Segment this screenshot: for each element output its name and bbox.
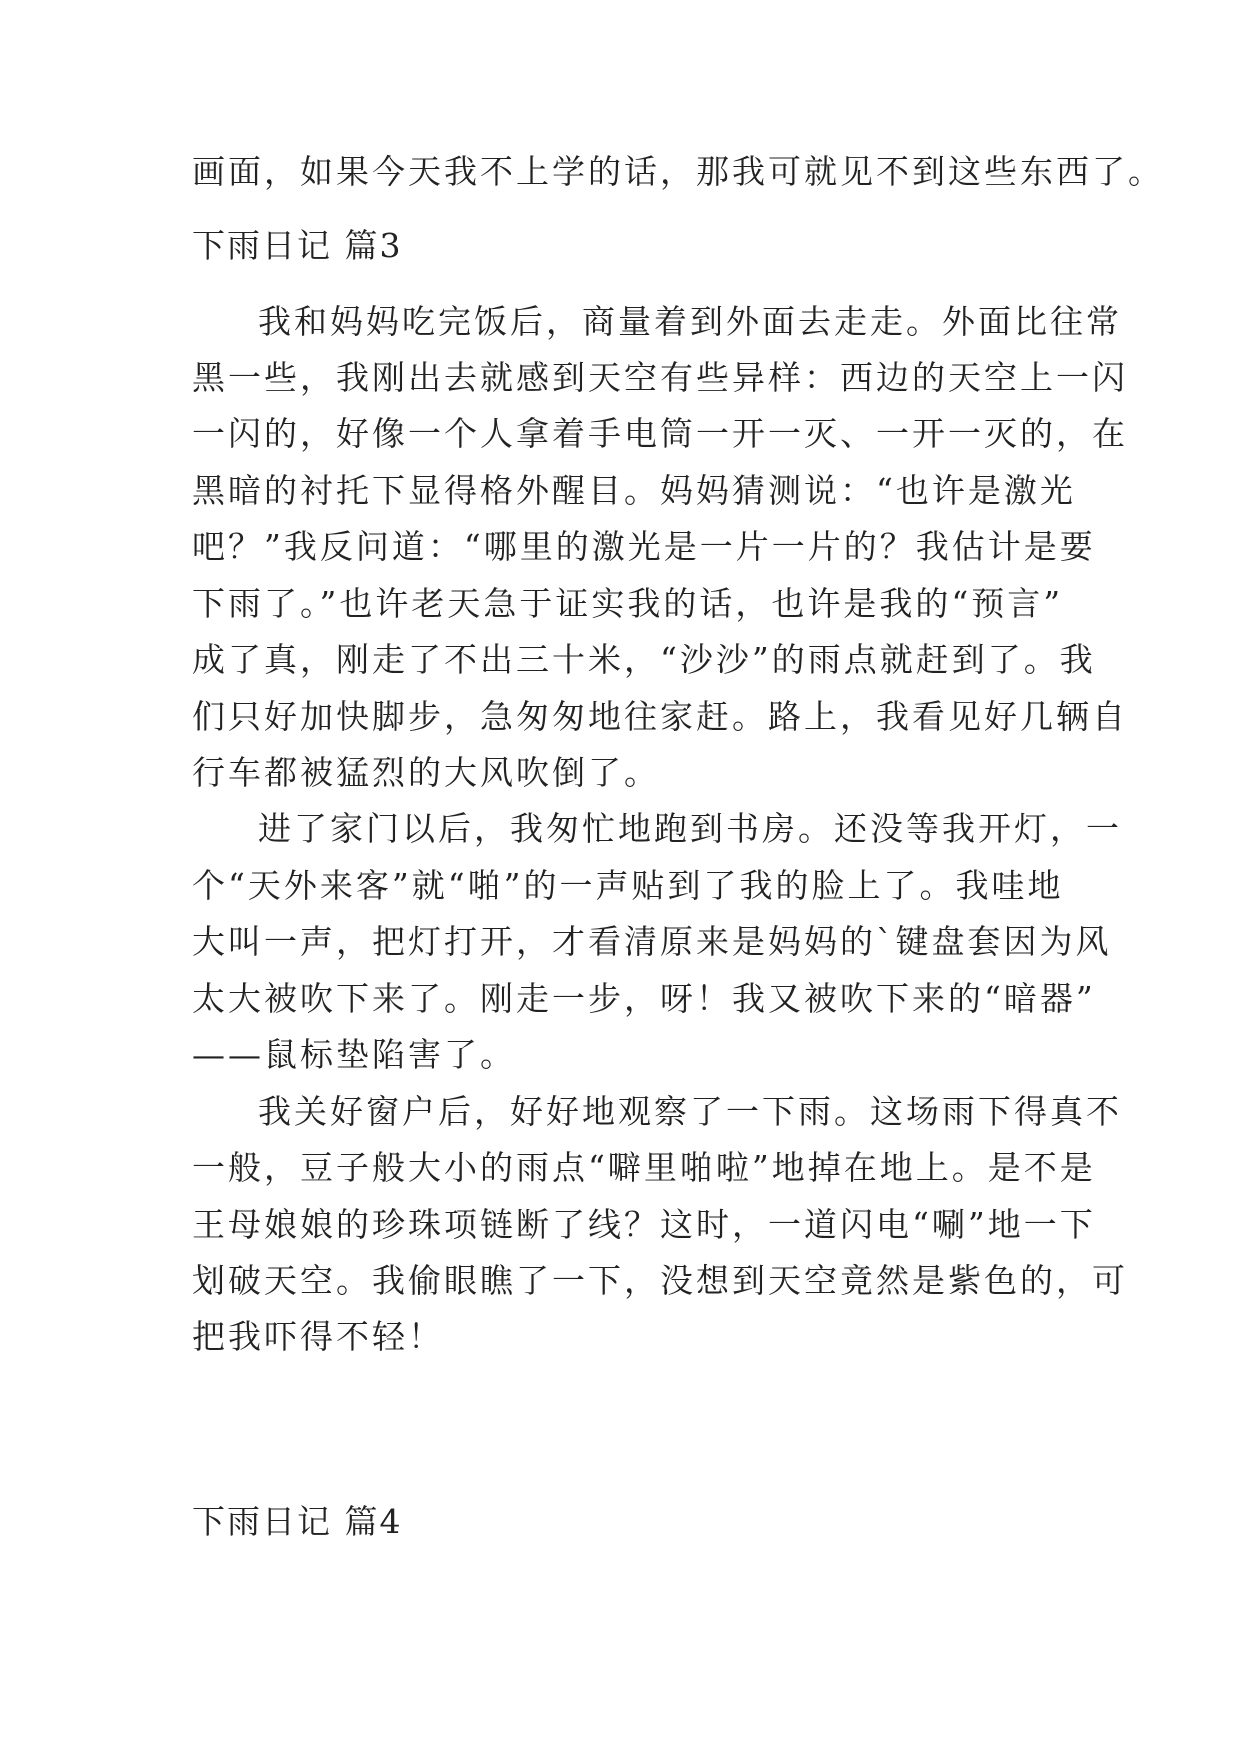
paragraph-3-line-5: 把我吓得不轻！ — [192, 1317, 444, 1356]
paragraph-3-line-2: 一般，豆子般大小的雨点“噼里啪啦”地掉在地上。是不是 — [192, 1148, 1096, 1187]
paragraph-1-line-8: 们只好加快脚步，急匆匆地往家赶。路上，我看见好几辆自 — [192, 697, 1128, 736]
paragraph-1-line-6: 下雨了。”也许老天急于证实我的话，也许是我的“预言” — [192, 584, 1064, 623]
paragraph-1-line-7: 成了真，刚走了不出三十米，“沙沙”的雨点就赶到了。我 — [192, 640, 1096, 679]
paragraph-2-line-5: ——鼠标垫陷害了。 — [192, 1035, 516, 1074]
paragraph-1-line-4: 黑暗的衬托下显得格外醒目。妈妈猜测说：“也许是激光 — [192, 471, 1076, 510]
intro-line: 画面，如果今天我不上学的话，那我可就见不到这些东西了。 — [192, 152, 1164, 191]
paragraph-1-line-3: 一闪的，好像一个人拿着手电筒一开一灭、一开一灭的，在 — [192, 414, 1128, 453]
paragraph-2-line-2: 个“天外来客”就“啪”的一声贴到了我的脸上了。我哇地 — [192, 866, 1064, 905]
section-4-title: 下雨日记 篇4 — [192, 1502, 403, 1541]
paragraph-3-line-1: 我关好窗户后，好好地观察了一下雨。这场雨下得真不 — [258, 1092, 1122, 1131]
paragraph-3-line-4: 划破天空。我偷眼瞧了一下，没想到天空竟然是紫色的，可 — [192, 1261, 1128, 1300]
paragraph-2-line-1: 进了家门以后，我匆忙地跑到书房。还没等我开灯，一 — [258, 809, 1122, 848]
paragraph-2-line-3: 大叫一声，把灯打开，才看清原来是妈妈的`键盘套因为风 — [192, 922, 1112, 961]
paragraph-1-line-5: 吧？”我反问道：“哪里的激光是一片一片的？我估计是要 — [192, 527, 1096, 566]
paragraph-2-line-4: 太大被吹下来了。刚走一步，呀！我又被吹下来的“暗器” — [192, 979, 1096, 1018]
paragraph-3-line-3: 王母娘娘的珍珠项链断了线？这时，一道闪电“唰”地一下 — [192, 1205, 1096, 1244]
paragraph-1-line-9: 行车都被猛烈的大风吹倒了。 — [192, 753, 660, 792]
section-3-title: 下雨日记 篇3 — [192, 226, 403, 265]
paragraph-1-line-1: 我和妈妈吃完饭后，商量着到外面去走走。外面比往常 — [258, 302, 1122, 341]
paragraph-1-line-2: 黑一些，我刚出去就感到天空有些异样：西边的天空上一闪 — [192, 358, 1128, 397]
